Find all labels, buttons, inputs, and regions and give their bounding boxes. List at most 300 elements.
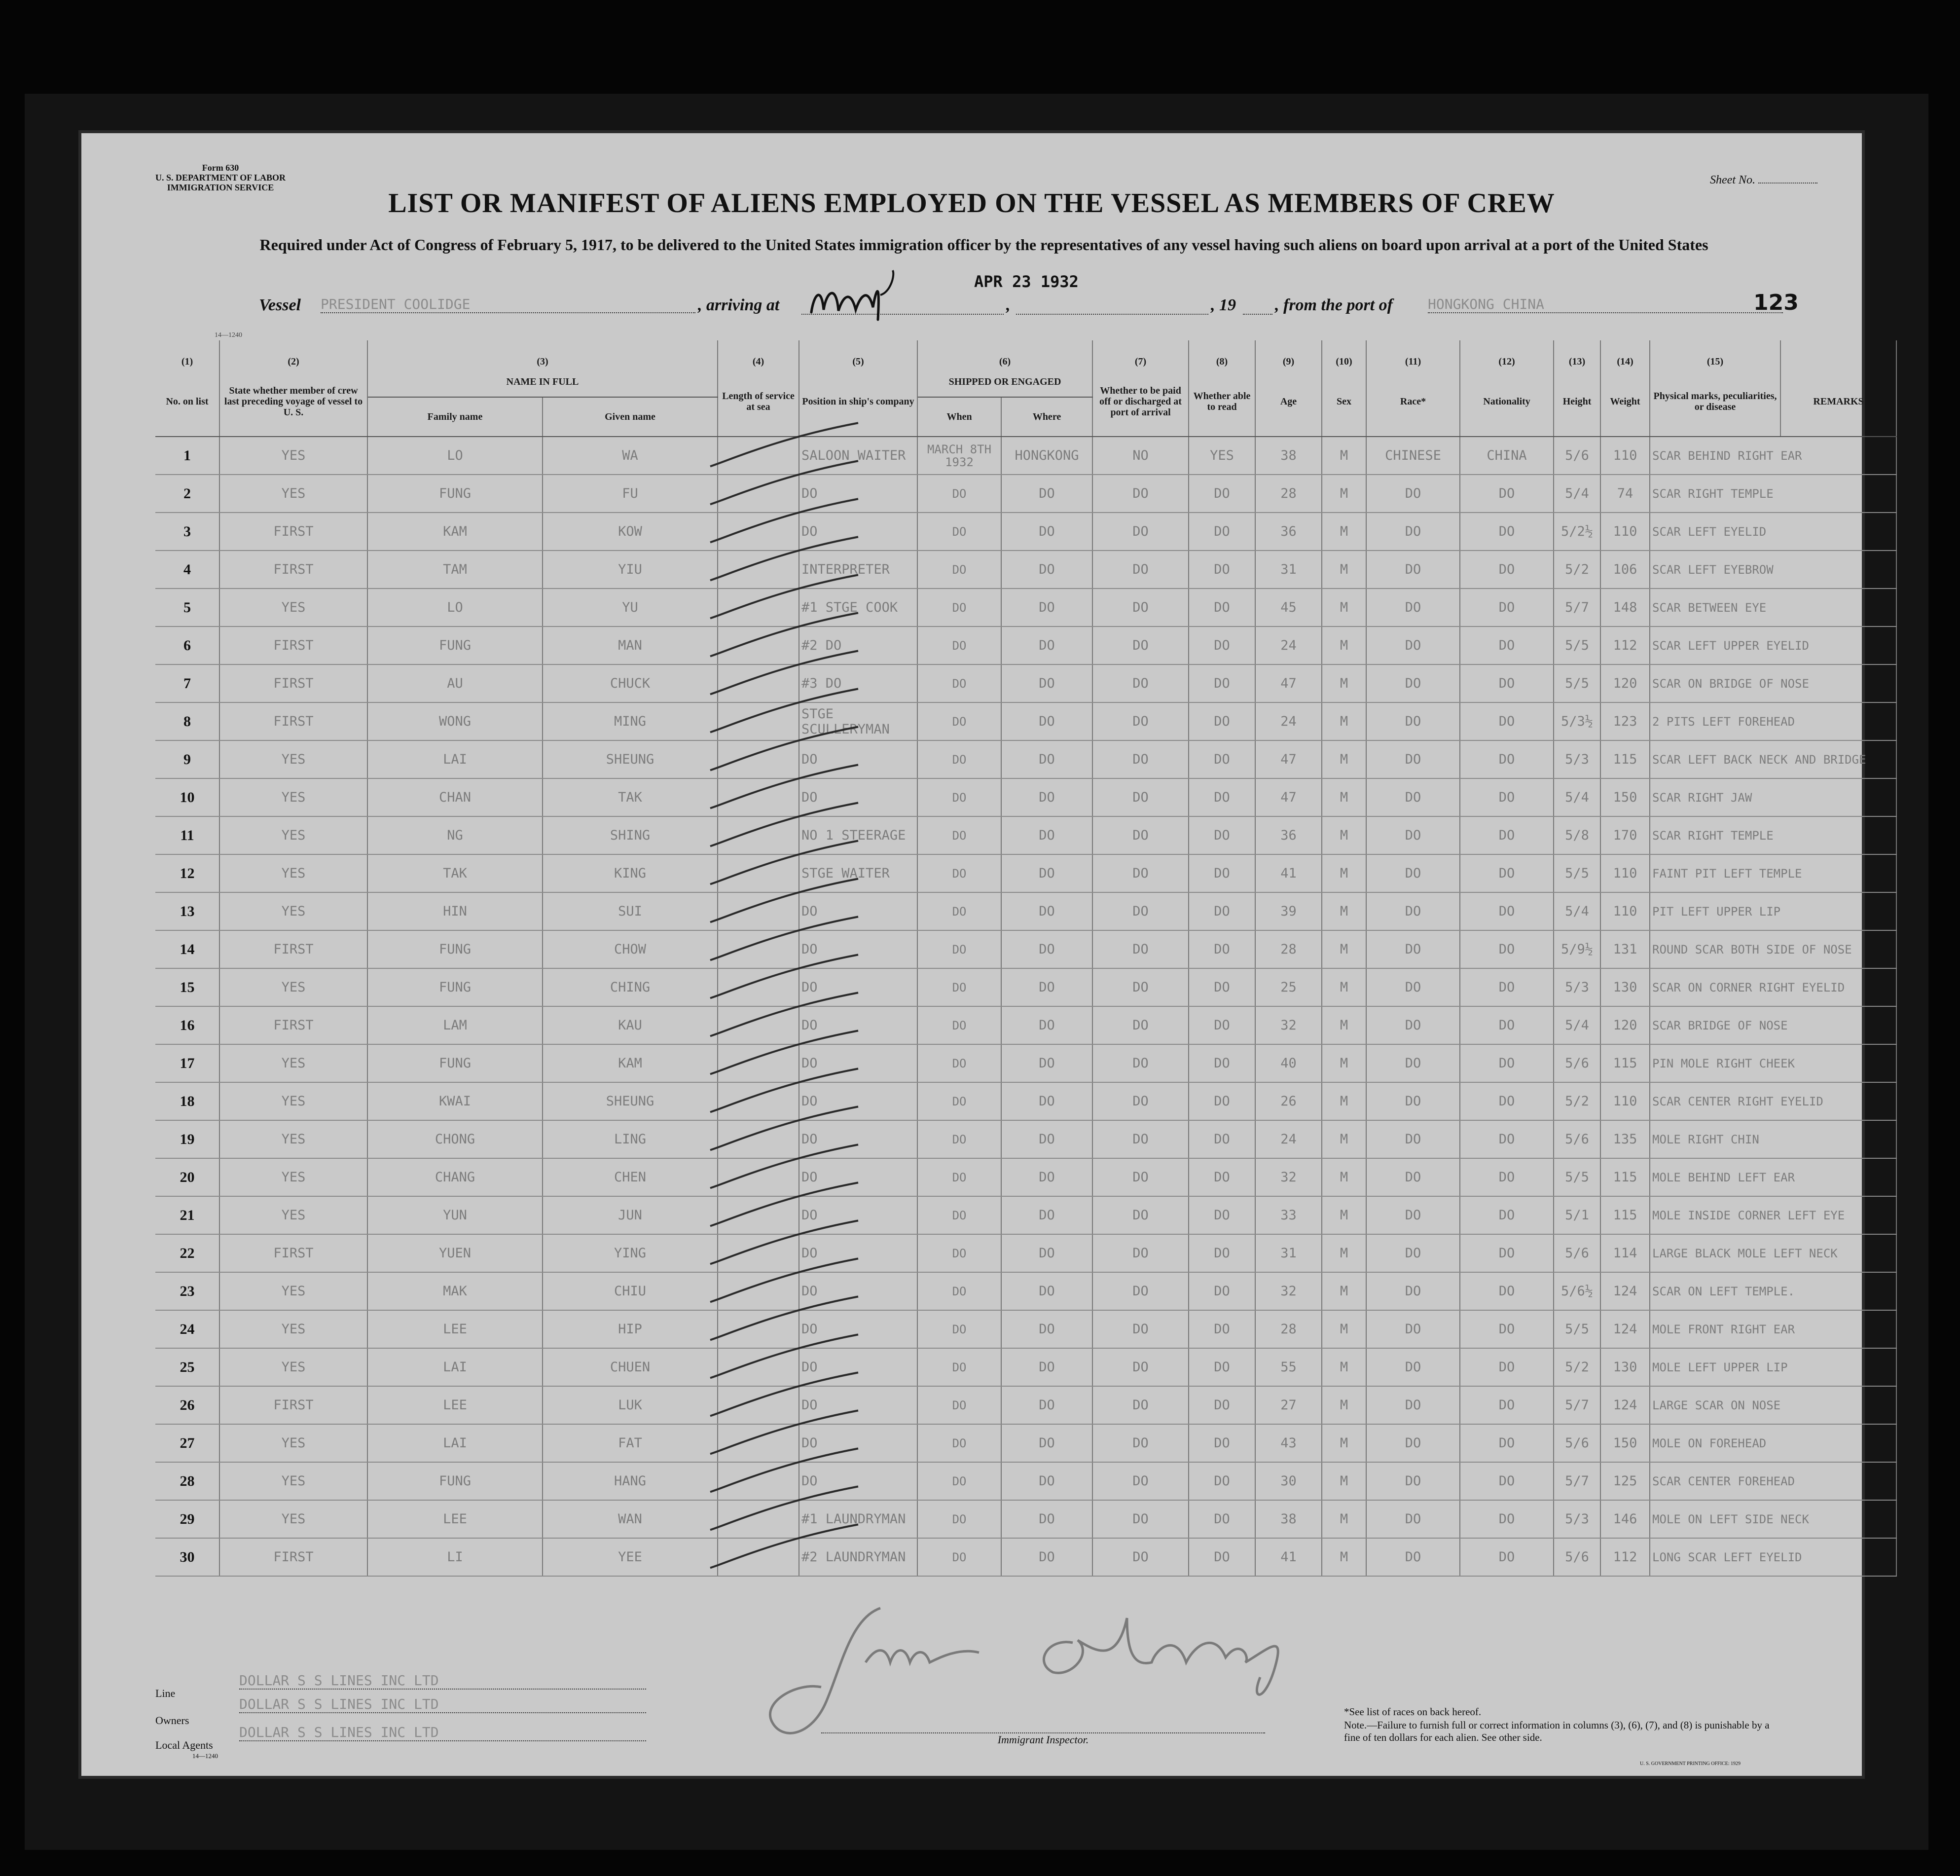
row-number: 25	[155, 1348, 219, 1386]
race-cell: DO	[1366, 892, 1460, 930]
table-row	[155, 1006, 1896, 1044]
sex-cell: M	[1322, 740, 1366, 778]
paid-off-cell: DO	[1092, 1044, 1189, 1082]
shipped-where-cell: DO	[1001, 1234, 1092, 1272]
table-row	[155, 1120, 1896, 1158]
paid-off-cell: DO	[1092, 513, 1189, 551]
race-cell: DO	[1366, 1348, 1460, 1386]
paid-off-cell: DO	[1092, 816, 1189, 854]
nationality-cell: DO	[1460, 1234, 1554, 1272]
table-row	[155, 930, 1896, 968]
shipped-when-cell: DO	[917, 1234, 1001, 1272]
row-number: 8	[155, 702, 219, 740]
header-sex: Sex	[1322, 367, 1366, 437]
row-number: 23	[155, 1272, 219, 1310]
column-header-row	[155, 367, 1896, 397]
sex-cell: M	[1322, 892, 1366, 930]
nationality-cell: DO	[1460, 1348, 1554, 1386]
age-cell: 55	[1255, 1348, 1322, 1386]
position-cell: DO	[799, 740, 917, 778]
shipped-where-cell: DO	[1001, 475, 1092, 513]
previous-voyage-cell: YES	[219, 1500, 367, 1538]
sex-cell: M	[1322, 664, 1366, 702]
length-of-service-cell	[718, 1196, 799, 1234]
previous-voyage-cell: YES	[219, 1196, 367, 1234]
height-cell: 5/6	[1554, 437, 1600, 475]
shipped-when-cell: DO	[917, 854, 1001, 892]
previous-voyage-cell: FIRST	[219, 702, 367, 740]
able-to-read-cell: DO	[1189, 1462, 1255, 1500]
given-name-cell: KAU	[543, 1006, 718, 1044]
shipped-when-cell: DO	[917, 1500, 1001, 1538]
nationality-cell: DO	[1460, 702, 1554, 740]
age-cell: 26	[1255, 1082, 1322, 1120]
height-cell: 5/5	[1554, 664, 1600, 702]
shipped-where-cell: DO	[1001, 1500, 1092, 1538]
weight-cell: 124	[1600, 1272, 1650, 1310]
able-to-read-cell: DO	[1189, 816, 1255, 854]
given-name-cell: FAT	[543, 1424, 718, 1462]
row-number: 9	[155, 740, 219, 778]
shipped-where-cell: DO	[1001, 1196, 1092, 1234]
weight-cell: 120	[1600, 1006, 1650, 1044]
paid-off-cell: DO	[1092, 1462, 1189, 1500]
shipped-when-cell: DO	[917, 1462, 1001, 1500]
paid-off-cell: DO	[1092, 1348, 1189, 1386]
able-to-read-cell: YES	[1189, 437, 1255, 475]
sex-cell: M	[1322, 1538, 1366, 1576]
sex-cell: M	[1322, 1462, 1366, 1500]
form-number: Form 630	[202, 163, 239, 173]
physical-marks-cell: SCAR ON BRIDGE OF NOSE	[1650, 664, 1896, 702]
paid-off-cell: DO	[1092, 1272, 1189, 1310]
given-name-cell: CHUEN	[543, 1348, 718, 1386]
able-to-read-cell: DO	[1189, 513, 1255, 551]
age-cell: 31	[1255, 1234, 1322, 1272]
position-cell: DO	[799, 1348, 917, 1386]
given-name-cell: KING	[543, 854, 718, 892]
length-of-service-cell	[718, 854, 799, 892]
sheet-no-label: Sheet No.	[1710, 174, 1755, 186]
sex-cell: M	[1322, 437, 1366, 475]
sex-cell: M	[1322, 589, 1366, 626]
previous-voyage-cell: YES	[219, 437, 367, 475]
paid-off-cell: DO	[1092, 778, 1189, 816]
line-value: DOLLAR S S LINES INC LTD	[239, 1672, 646, 1690]
given-name-cell: TAK	[543, 778, 718, 816]
race-cell: DO	[1366, 1310, 1460, 1348]
race-cell: DO	[1366, 854, 1460, 892]
able-to-read-cell: DO	[1189, 702, 1255, 740]
shipped-when-cell: DO	[917, 740, 1001, 778]
paid-off-cell: DO	[1092, 1196, 1189, 1234]
from-port: HONGKONG CHINA	[1428, 296, 1783, 313]
height-cell: 5/5	[1554, 1158, 1600, 1196]
sheet-no-field	[1710, 174, 1817, 187]
vessel-label: Vessel	[259, 296, 301, 314]
previous-voyage-cell: YES	[219, 589, 367, 626]
age-cell: 39	[1255, 892, 1322, 930]
physical-marks-cell: MOLE RIGHT CHIN	[1650, 1120, 1896, 1158]
physical-marks-cell: PIT LEFT UPPER LIP	[1650, 892, 1896, 930]
able-to-read-cell: DO	[1189, 968, 1255, 1006]
paid-off-cell: DO	[1092, 968, 1189, 1006]
previous-voyage-cell: FIRST	[219, 664, 367, 702]
table-row	[155, 1272, 1896, 1310]
table-row	[155, 1158, 1896, 1196]
able-to-read-cell: DO	[1189, 1272, 1255, 1310]
race-cell: DO	[1366, 1424, 1460, 1462]
physical-marks-cell: MOLE LEFT UPPER LIP	[1650, 1348, 1896, 1386]
nationality-cell: DO	[1460, 1272, 1554, 1310]
previous-voyage-cell: YES	[219, 778, 367, 816]
able-to-read-cell: DO	[1189, 1538, 1255, 1576]
family-name-cell: LAI	[367, 1424, 543, 1462]
able-to-read-cell: DO	[1189, 740, 1255, 778]
family-name-cell: LI	[367, 1538, 543, 1576]
sex-cell: M	[1322, 475, 1366, 513]
position-cell: STGE SCULLERYMAN	[799, 702, 917, 740]
race-cell: DO	[1366, 1196, 1460, 1234]
nationality-cell: CHINA	[1460, 437, 1554, 475]
able-to-read-cell: DO	[1189, 626, 1255, 664]
paid-off-cell: DO	[1092, 551, 1189, 589]
height-cell: 5/4	[1554, 892, 1600, 930]
weight-cell: 115	[1600, 1158, 1650, 1196]
shipped-when-cell: DO	[917, 1082, 1001, 1120]
col-number: (13)	[1554, 340, 1600, 367]
header-nationality: Nationality	[1460, 367, 1554, 437]
shipped-where-cell: DO	[1001, 702, 1092, 740]
nationality-cell: DO	[1460, 1500, 1554, 1538]
height-cell: 5/8	[1554, 816, 1600, 854]
physical-marks-cell: SCAR BEHIND RIGHT EAR	[1650, 437, 1896, 475]
shipped-when-cell: DO	[917, 589, 1001, 626]
header-length-of-service: Length of service at sea	[718, 367, 799, 437]
able-to-read-cell: DO	[1189, 1082, 1255, 1120]
position-cell: DO	[799, 1158, 917, 1196]
manifest-sheet	[81, 133, 1866, 1776]
service-name: IMMIGRATION SERVICE	[167, 183, 274, 192]
able-to-read-cell: DO	[1189, 892, 1255, 930]
race-cell: DO	[1366, 968, 1460, 1006]
race-cell: DO	[1366, 1272, 1460, 1310]
family-name-cell: WONG	[367, 702, 543, 740]
physical-marks-cell: SCAR ON CORNER RIGHT EYELID	[1650, 968, 1896, 1006]
physical-marks-cell: LARGE SCAR ON NOSE	[1650, 1386, 1896, 1424]
weight-cell: 74	[1600, 475, 1650, 513]
sheet-no-blank	[1758, 183, 1817, 184]
paid-off-cell: DO	[1092, 1158, 1189, 1196]
physical-marks-cell: MOLE ON LEFT SIDE NECK	[1650, 1500, 1896, 1538]
nationality-cell: DO	[1460, 1538, 1554, 1576]
shipped-where-cell: DO	[1001, 892, 1092, 930]
physical-marks-cell: SCAR BETWEEN EYE	[1650, 589, 1896, 626]
age-cell: 28	[1255, 930, 1322, 968]
given-name-cell: YING	[543, 1234, 718, 1272]
nationality-cell: DO	[1460, 551, 1554, 589]
col-number: (12)	[1460, 340, 1554, 367]
paid-off-cell: NO	[1092, 437, 1189, 475]
shipped-when-cell: DO	[917, 664, 1001, 702]
length-of-service-cell	[718, 1538, 799, 1576]
family-name-cell: YUEN	[367, 1234, 543, 1272]
length-of-service-cell	[718, 551, 799, 589]
nationality-cell: DO	[1460, 778, 1554, 816]
nationality-cell: DO	[1460, 854, 1554, 892]
header-able-to-read: Whether able to read	[1189, 367, 1255, 437]
height-cell: 5/2	[1554, 1082, 1600, 1120]
shipped-when-cell: DO	[917, 1386, 1001, 1424]
position-cell: #2 LAUNDRYMAN	[799, 1538, 917, 1576]
nationality-cell: DO	[1460, 930, 1554, 968]
sex-cell: M	[1322, 551, 1366, 589]
position-cell: DO	[799, 513, 917, 551]
shipped-when-cell: DO	[917, 816, 1001, 854]
sex-cell: M	[1322, 513, 1366, 551]
weight-cell: 110	[1600, 1082, 1650, 1120]
given-name-cell: WA	[543, 437, 718, 475]
table-row	[155, 1538, 1896, 1576]
position-cell: DO	[799, 1234, 917, 1272]
age-cell: 24	[1255, 1120, 1322, 1158]
weight-cell: 150	[1600, 778, 1650, 816]
table-row	[155, 892, 1896, 930]
position-cell: DO	[799, 1462, 917, 1500]
row-number: 26	[155, 1386, 219, 1424]
physical-marks-cell: PIN MOLE RIGHT CHEEK	[1650, 1044, 1896, 1082]
col-number: (1)	[155, 340, 219, 367]
race-cell: DO	[1366, 740, 1460, 778]
agents-value: DOLLAR S S LINES INC LTD	[239, 1724, 646, 1741]
row-number: 7	[155, 664, 219, 702]
header-when: When	[917, 397, 1001, 437]
length-of-service-cell	[718, 1386, 799, 1424]
header-paid-off: Whether to be paid off or discharged at port of arrival	[1092, 367, 1189, 437]
row-number: 11	[155, 816, 219, 854]
paid-off-cell: DO	[1092, 702, 1189, 740]
table-row	[155, 1082, 1896, 1120]
from-port-label: , from the port of	[1275, 296, 1393, 314]
race-cell: DO	[1366, 1044, 1460, 1082]
row-number: 14	[155, 930, 219, 968]
race-cell: DO	[1366, 1386, 1460, 1424]
shipped-where-cell: DO	[1001, 1348, 1092, 1386]
race-cell: DO	[1366, 1120, 1460, 1158]
weight-cell: 123	[1600, 702, 1650, 740]
weight-cell: 106	[1600, 551, 1650, 589]
given-name-cell: LUK	[543, 1386, 718, 1424]
year-prefix: , 19	[1211, 296, 1236, 314]
table-row	[155, 854, 1896, 892]
shipped-when-cell: DO	[917, 551, 1001, 589]
paid-off-cell: DO	[1092, 892, 1189, 930]
height-cell: 5/3	[1554, 968, 1600, 1006]
given-name-cell: MING	[543, 702, 718, 740]
previous-voyage-cell: FIRST	[219, 1006, 367, 1044]
family-name-cell: TAM	[367, 551, 543, 589]
given-name-cell: SHING	[543, 816, 718, 854]
race-cell: DO	[1366, 1538, 1460, 1576]
header-given-name: Given name	[543, 397, 718, 437]
col-number	[1780, 340, 1896, 367]
table-row	[155, 1044, 1896, 1082]
department-name: U. S. DEPARTMENT OF LABOR	[155, 173, 286, 183]
weight-cell: 130	[1600, 1348, 1650, 1386]
position-cell: STGE WAITER	[799, 854, 917, 892]
col-number: (14)	[1600, 340, 1650, 367]
shipped-when-cell: DO	[917, 1348, 1001, 1386]
table-row	[155, 1310, 1896, 1348]
height-cell: 5/6	[1554, 1424, 1600, 1462]
given-name-cell: HIP	[543, 1310, 718, 1348]
weight-cell: 130	[1600, 968, 1650, 1006]
sex-cell: M	[1322, 1196, 1366, 1234]
weight-cell: 114	[1600, 1234, 1650, 1272]
weight-cell: 124	[1600, 1386, 1650, 1424]
paid-off-cell: DO	[1092, 1310, 1189, 1348]
weight-cell: 148	[1600, 589, 1650, 626]
col-number: (8)	[1189, 340, 1255, 367]
row-number: 18	[155, 1082, 219, 1120]
table-row	[155, 626, 1896, 664]
position-cell: DO	[799, 1120, 917, 1158]
nationality-cell: DO	[1460, 1424, 1554, 1462]
date-stamp: APR 23 1932	[974, 272, 1079, 291]
col-number: (3)	[367, 340, 718, 367]
shipped-where-cell: DO	[1001, 664, 1092, 702]
race-cell: DO	[1366, 664, 1460, 702]
table-row	[155, 664, 1896, 702]
able-to-read-cell: DO	[1189, 1386, 1255, 1424]
able-to-read-cell: DO	[1189, 1348, 1255, 1386]
shipped-where-cell: DO	[1001, 551, 1092, 589]
shipped-where-cell: DO	[1001, 1272, 1092, 1310]
weight-cell: 150	[1600, 1424, 1650, 1462]
race-cell: DO	[1366, 930, 1460, 968]
able-to-read-cell: DO	[1189, 475, 1255, 513]
nationality-cell: DO	[1460, 1462, 1554, 1500]
physical-marks-cell: SCAR RIGHT JAW	[1650, 778, 1896, 816]
position-cell: DO	[799, 1424, 917, 1462]
given-name-cell: SHEUNG	[543, 1082, 718, 1120]
physical-marks-cell: SCAR LEFT EYEBROW	[1650, 551, 1896, 589]
family-name-cell: MAK	[367, 1272, 543, 1310]
previous-voyage-cell: FIRST	[219, 1234, 367, 1272]
sex-cell: M	[1322, 1158, 1366, 1196]
col-number: (6)	[917, 340, 1092, 367]
weight-cell: 115	[1600, 740, 1650, 778]
sex-cell: M	[1322, 702, 1366, 740]
shipped-where-cell: DO	[1001, 1462, 1092, 1500]
row-number: 3	[155, 513, 219, 551]
height-cell: 5/7	[1554, 1386, 1600, 1424]
length-of-service-cell	[718, 892, 799, 930]
length-of-service-cell	[718, 1234, 799, 1272]
race-cell: DO	[1366, 551, 1460, 589]
given-name-cell: YU	[543, 589, 718, 626]
length-of-service-cell	[718, 513, 799, 551]
able-to-read-cell: DO	[1189, 1424, 1255, 1462]
sex-cell: M	[1322, 1310, 1366, 1348]
header-name-in-full: NAME IN FULL	[367, 367, 718, 397]
header-no-on-list: No. on list	[155, 367, 219, 437]
able-to-read-cell: DO	[1189, 1120, 1255, 1158]
family-name-cell: FUNG	[367, 626, 543, 664]
col-number: (5)	[799, 340, 917, 367]
length-of-service-cell	[718, 1120, 799, 1158]
sex-cell: M	[1322, 1120, 1366, 1158]
race-cell: DO	[1366, 1462, 1460, 1500]
row-number: 2	[155, 475, 219, 513]
table-row	[155, 1348, 1896, 1386]
given-name-cell: CHUCK	[543, 664, 718, 702]
table-row	[155, 1196, 1896, 1234]
row-number: 13	[155, 892, 219, 930]
physical-marks-cell: SCAR CENTER FOREHEAD	[1650, 1462, 1896, 1500]
height-cell: 5/2½	[1554, 513, 1600, 551]
weight-cell: 115	[1600, 1044, 1650, 1082]
position-cell: NO 1 STEERAGE	[799, 816, 917, 854]
age-cell: 31	[1255, 551, 1322, 589]
family-name-cell: YUN	[367, 1196, 543, 1234]
height-cell: 5/4	[1554, 1006, 1600, 1044]
col-number: (10)	[1322, 340, 1366, 367]
shipped-where-cell: DO	[1001, 968, 1092, 1006]
given-name-cell: SUI	[543, 892, 718, 930]
position-cell: #3 DO	[799, 664, 917, 702]
previous-voyage-cell: YES	[219, 1120, 367, 1158]
previous-voyage-cell: YES	[219, 1158, 367, 1196]
shipped-where-cell: DO	[1001, 626, 1092, 664]
sex-cell: M	[1322, 1044, 1366, 1082]
paid-off-cell: DO	[1092, 1424, 1189, 1462]
row-number: 21	[155, 1196, 219, 1234]
physical-marks-cell: MOLE INSIDE CORNER LEFT EYE	[1650, 1196, 1896, 1234]
col-number: (2)	[219, 340, 367, 367]
given-name-cell: YEE	[543, 1538, 718, 1576]
given-name-cell: YIU	[543, 551, 718, 589]
weight-cell: 110	[1600, 513, 1650, 551]
header-previous-voyage: State whether member of crew last preceding voyage of vessel to U. S.	[219, 367, 367, 437]
race-cell: DO	[1366, 1082, 1460, 1120]
able-to-read-cell: DO	[1189, 1310, 1255, 1348]
length-of-service-cell	[718, 1462, 799, 1500]
owners-value: DOLLAR S S LINES INC LTD	[239, 1696, 646, 1713]
paid-off-cell: DO	[1092, 1006, 1189, 1044]
physical-marks-cell: MOLE ON FOREHEAD	[1650, 1424, 1896, 1462]
shipped-where-cell: DO	[1001, 1538, 1092, 1576]
row-number: 16	[155, 1006, 219, 1044]
header-family-name: Family name	[367, 397, 543, 437]
length-of-service-cell	[718, 968, 799, 1006]
row-number: 24	[155, 1310, 219, 1348]
height-cell: 5/6½	[1554, 1272, 1600, 1310]
header-remarks: REMARKS	[1780, 367, 1896, 437]
given-name-cell: WAN	[543, 1500, 718, 1538]
age-cell: 28	[1255, 475, 1322, 513]
family-name-cell: CHANG	[367, 1158, 543, 1196]
height-cell: 5/7	[1554, 1462, 1600, 1500]
height-cell: 5/9½	[1554, 930, 1600, 968]
weight-cell: 170	[1600, 816, 1650, 854]
age-cell: 38	[1255, 1500, 1322, 1538]
shipped-where-cell: DO	[1001, 1120, 1092, 1158]
age-cell: 38	[1255, 437, 1322, 475]
row-number: 12	[155, 854, 219, 892]
weight-cell: 110	[1600, 892, 1650, 930]
table-row	[155, 589, 1896, 626]
